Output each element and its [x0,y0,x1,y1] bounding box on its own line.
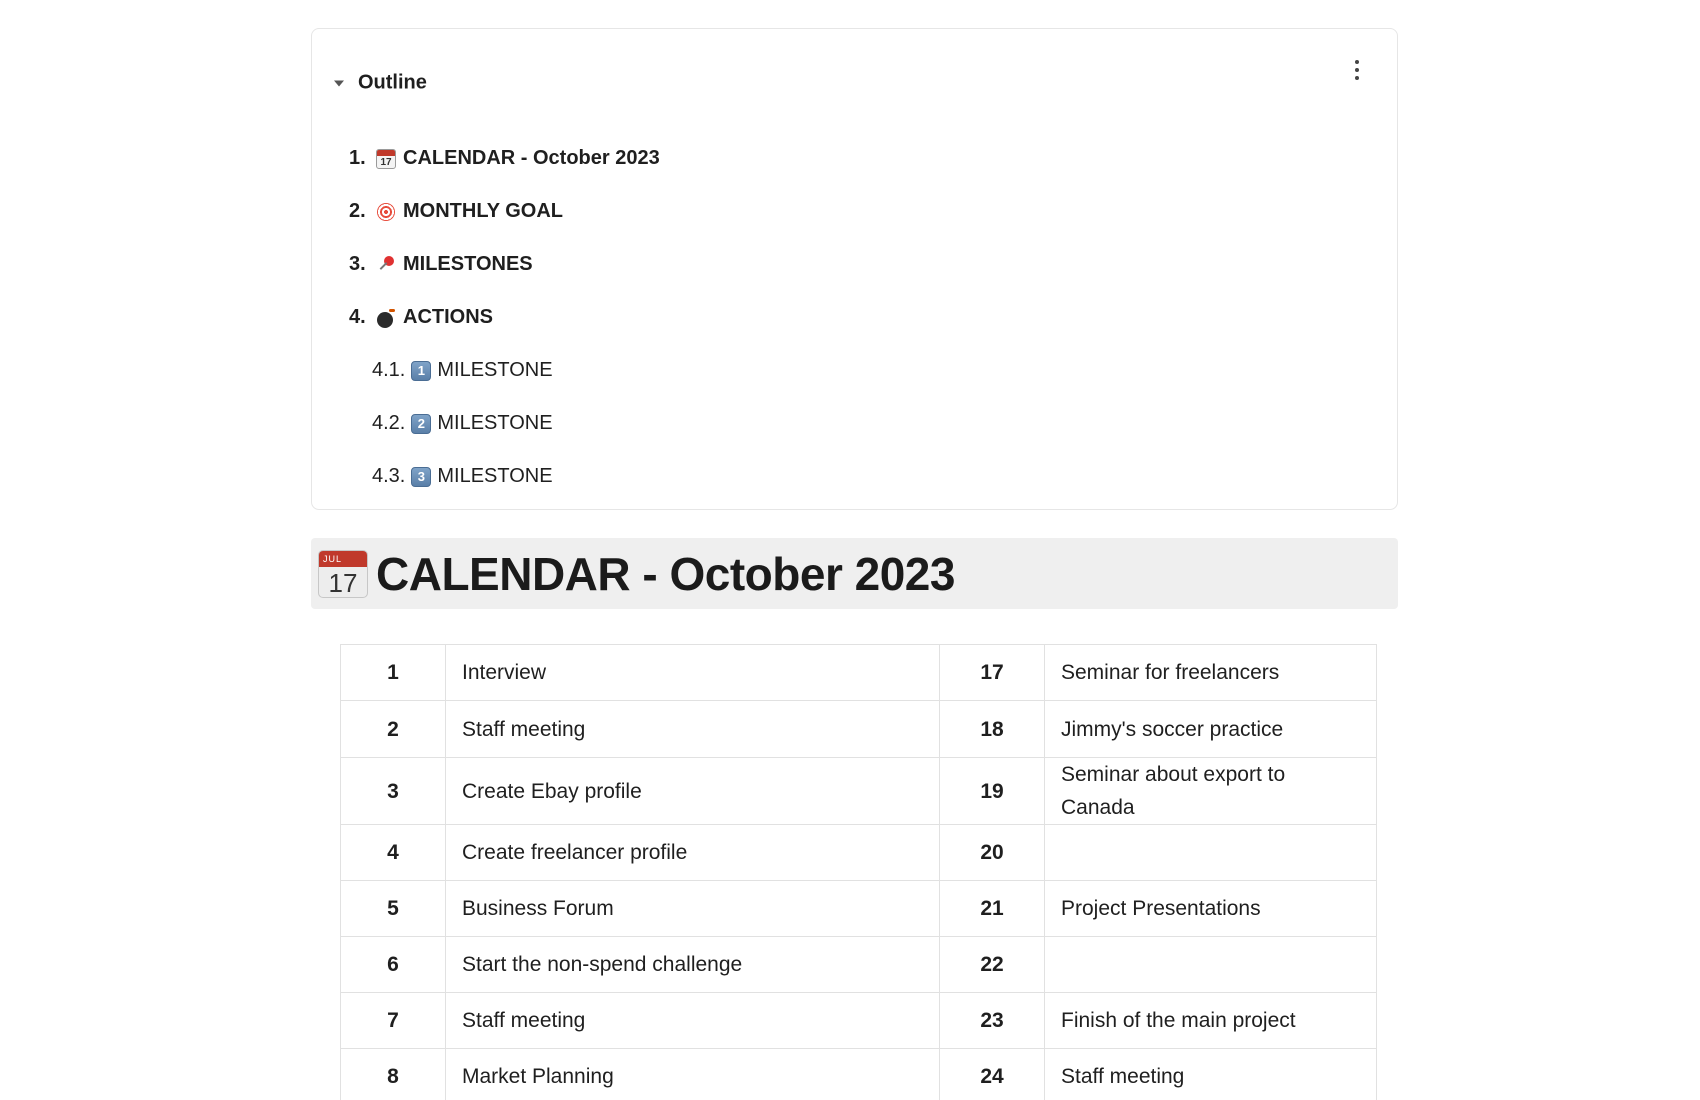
event-cell[interactable]: Create Ebay profile [446,758,940,825]
table-row [341,1049,1377,1100]
day-cell[interactable]: 20 [940,825,1045,881]
more-options-icon[interactable] [1347,55,1367,85]
calendar-icon-day: 17 [328,567,358,598]
day-cell[interactable]: 2 [341,701,446,758]
day-cell[interactable]: 18 [940,701,1045,758]
page-heading: CALENDAR - October 2023 [376,547,955,600]
outline-item-label: MILESTONES [403,253,533,275]
outline-item-number: 1. [349,147,366,169]
outline-item-number: 4.1. [372,359,406,381]
event-cell[interactable]: Create freelancer profile [446,825,940,881]
day-cell[interactable]: 23 [940,993,1045,1049]
event-cell[interactable]: Business Forum [446,881,940,937]
calendar-table [340,644,1377,1100]
outline-subitem-milestone-3[interactable] [372,465,553,488]
event-cell[interactable]: Project Presentations [1045,881,1377,937]
day-cell[interactable]: 1 [341,645,446,701]
outline-item-calendar[interactable] [349,147,660,170]
keycap-one-icon: 1 [411,361,431,381]
outline-item-milestones[interactable] [349,253,533,276]
outline-item-number: 2. [349,200,366,222]
event-cell[interactable]: Staff meeting [1045,1049,1377,1100]
day-cell[interactable]: 3 [341,758,446,825]
keycap-two-icon: 2 [411,414,431,434]
outline-subitem-milestone-1[interactable] [372,359,553,382]
event-cell[interactable] [1045,937,1377,993]
calendar-icon [318,550,368,598]
outline-subitem-milestone-2[interactable] [372,412,553,435]
event-cell[interactable]: Start the non-spend challenge [446,937,940,993]
outline-item-monthly-goal[interactable] [349,200,563,223]
table-row [341,645,1377,701]
day-cell[interactable]: 7 [341,993,446,1049]
keycap-three-icon: 3 [411,467,431,487]
event-cell[interactable]: Interview [446,645,940,701]
outline-item-label: MILESTONE [437,465,553,487]
outline-item-label: MONTHLY GOAL [403,200,564,222]
event-cell[interactable]: Seminar about export to Canada [1045,758,1377,825]
bomb-icon [376,308,396,328]
table-row [341,701,1377,758]
day-cell[interactable]: 4 [341,825,446,881]
outline-item-number: 4. [349,306,366,328]
outline-item-number: 4.2. [372,412,406,434]
outline-item-label: MILESTONE [437,359,553,381]
table-row [341,993,1377,1049]
event-cell[interactable]: Market Planning [446,1049,940,1100]
caret-down-icon[interactable] [334,80,344,86]
outline-item-label: MILESTONE [437,412,553,434]
table-row [341,758,1377,825]
event-cell[interactable]: Finish of the main project [1045,993,1377,1049]
day-cell[interactable]: 21 [940,881,1045,937]
day-cell[interactable]: 17 [940,645,1045,701]
outline-item-actions[interactable] [349,306,493,329]
outline-title: Outline [358,71,427,94]
event-cell[interactable]: Seminar for freelancers [1045,645,1377,701]
event-cell[interactable] [1045,825,1377,881]
calendar-icon-month: JUL [319,551,367,567]
day-cell[interactable]: 19 [940,758,1045,825]
table-row [341,825,1377,881]
day-cell[interactable]: 8 [341,1049,446,1100]
day-cell[interactable]: 6 [341,937,446,993]
table-row [341,937,1377,993]
outline-item-number: 4.3. [372,465,406,487]
outline-header[interactable] [334,72,427,95]
event-cell[interactable]: Jimmy's soccer practice [1045,701,1377,758]
calendar-icon: 17 [376,149,396,169]
event-cell[interactable]: Staff meeting [446,701,940,758]
event-cell[interactable]: Staff meeting [446,993,940,1049]
day-cell[interactable]: 5 [341,881,446,937]
pushpin-icon [376,255,396,275]
day-cell[interactable]: 22 [940,937,1045,993]
outline-block [311,28,1398,510]
outline-item-label: CALENDAR - October 2023 [403,147,660,169]
target-icon [377,203,395,221]
day-cell[interactable]: 24 [940,1049,1045,1100]
table-row [341,881,1377,937]
outline-item-label: ACTIONS [403,306,493,328]
calendar-heading[interactable] [311,538,1398,609]
outline-item-number: 3. [349,253,366,275]
